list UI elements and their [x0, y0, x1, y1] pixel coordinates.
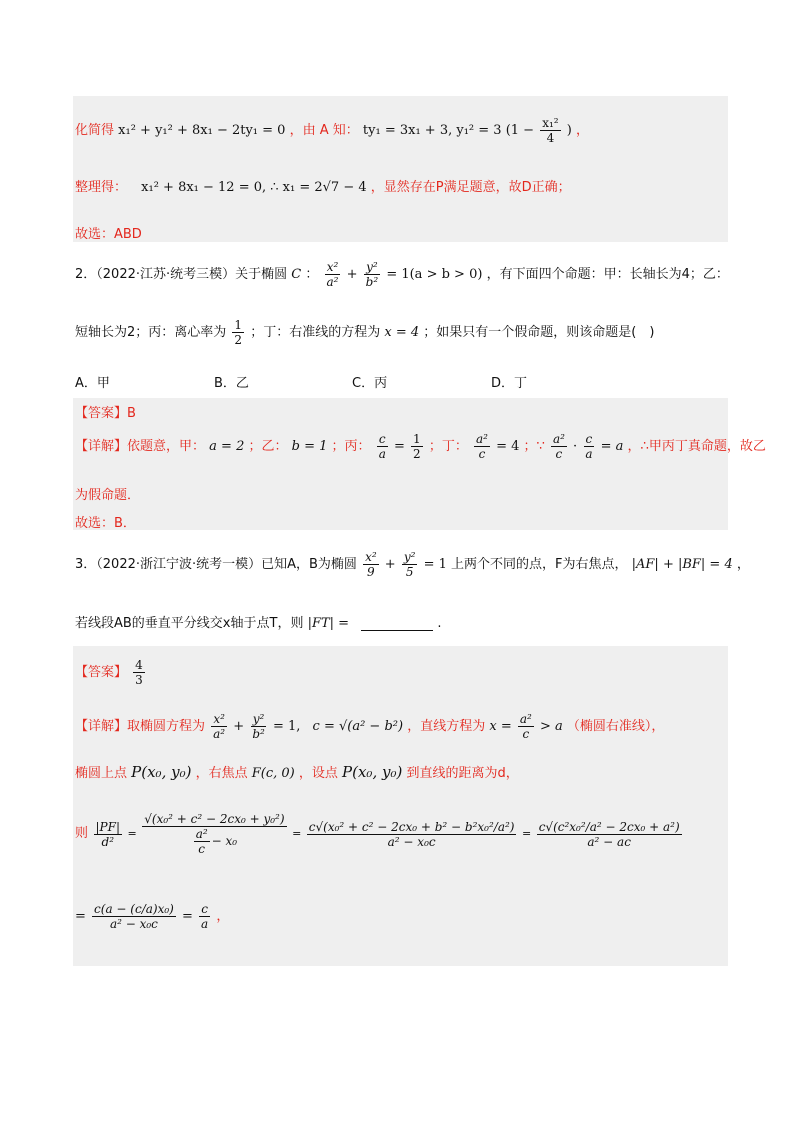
fraction: $\frac{c}{a}$: [201, 902, 209, 931]
fraction: $\frac{\text{y²}}{5}$: [403, 550, 416, 579]
fraction: $\frac{c}{a}$: [378, 432, 386, 461]
fraction: $\frac{\text{c√(x₀² + c² − 2cx₀ + b² − b²x₀²/a²)}}{\text{a² − x₀c}}$: [308, 819, 515, 849]
solution-2-line-1: 【详解】依题意，甲： a = 2 ；乙： b = 1 ；丙： $\frac{c}{a}$ = $\frac{1}{2}$ ；丁： $\frac{\text{a²}}{c}$ = 4 ；∵ $\frac{\text{a²}}{c}$ · $\frac{c}{a}$ = a ，∴甲丙丁真命题，故乙: [75, 432, 766, 461]
solution-1-line-2: 整理得： x₁² + 8x₁ − 12 = 0, ∴ x₁ = 2√7 − 4 ，显然存在P满足题意，故D正确；: [75, 180, 571, 195]
fraction: $\frac{\text{a²}}{c}$: [475, 432, 488, 461]
fraction: $\frac{4}{3}$: [135, 658, 143, 687]
fraction: $\frac{c}{a}$: [585, 432, 593, 461]
question-2-line-1: 2．（2022·江苏·统考三模）关于椭圆 C ： $\frac{\text{x²}}{\text{a²}}$ + $\frac{\text{y²}}{\text{b²}}$ = 1(a > b > 0) ，有下面四个命题：甲：长轴长为4；乙：: [75, 260, 729, 289]
fraction: $\frac{\text{c(a − (c/a)x₀)}}{\text{a² − x₀c}}$: [94, 902, 174, 931]
fraction: $\frac{\text{a²}}{c}$: [519, 712, 532, 741]
fraction: $\frac{\text{y²}}{\text{b²}}$: [365, 260, 379, 289]
solution-3-line-1: 【详解】取椭圆方程为 $\frac{\text{x²}}{\text{a²}}$ + $\frac{\text{y²}}{\text{b²}}$ = 1, c = √(a² − b²) ，直线方程为 x = $\frac{\text{a²}}{c}$ > a （椭圆右准线），: [75, 712, 665, 741]
solution-block-2: [73, 398, 766, 531]
answer-label: 【答案】B: [75, 406, 136, 421]
solution-3-line-4: = $\frac{\text{c(a − (c/a)x₀)}}{\text{a² − x₀c}}$ = $\frac{c}{a}$ ，: [75, 902, 230, 931]
fraction: $\frac{\text{c√(c²x₀²/a² − 2cx₀ + a²)}}{\text{a² − ac}}$: [538, 819, 680, 849]
solution-1-line-1: 化简得 x₁² + y₁² + 8x₁ − 2ty₁ = 0 ，由 A 知： ty₁ = 3x₁ + 3, y₁² = 3 (1 − $\frac{\text{x₁²}}{4}$ ) ，: [75, 116, 589, 145]
fraction: $\frac{1}{2}$: [234, 318, 243, 347]
option-a: A．甲: [75, 376, 110, 391]
fraction: $\frac{\text{x²}}{\text{a²}}$: [326, 260, 339, 289]
solution-block-1: [73, 96, 728, 242]
fraction: $\frac{|PF|}{\text{d²}}$: [95, 819, 121, 849]
solution-2-line-2: 为假命题．: [75, 488, 141, 503]
option-c: C．丙: [352, 376, 388, 391]
solution-3-line-3: 则 $\frac{|PF|}{\text{d²}}$ = √(x₀² + c² − 2cx₀ + y₀²) $\frac{\text{a²}}{c}$ − x₀ = $\frac{\text{c√(x₀² + c² − 2cx₀ + b² − b²x₀²/a²)}}{\text{a² − x₀c}}$ = $\frac{\text{c√(c²x₀²/a² − 2cx₀ + a²)}}{\text{a² − ac}}$: [75, 812, 680, 856]
fraction: $\frac{\text{x²}}{\text{a²}}$: [213, 712, 226, 741]
option-d: D．丁: [491, 376, 528, 391]
fraction: $\frac{\text{x²}}{9}$: [365, 550, 377, 579]
solution-2-line-3: 故选：B．: [75, 516, 136, 531]
fraction: $\frac{\text{a²}}{c}$: [552, 432, 565, 461]
solution-block-3: [73, 646, 728, 966]
question-3-line-1: 3．（2022·浙江宁波·统考一模）已知A，B为椭圆 $\frac{\text{x²}}{9}$ + $\frac{\text{y²}}{5}$ = 1 上两个不同的点，F为右焦点， |AF| + |BF| = 4 ，: [75, 550, 750, 579]
question-3-line-2: 若线段AB的垂直平分线交x轴于点T，则 |FT| = .: [75, 616, 442, 631]
solution-3-line-2: 椭圆上点 P(x₀, y₀) ，右焦点 F(c, 0) ，设点 P(x₀, y₀) 到直线的距离为d，: [75, 763, 519, 781]
fraction: $\frac{1}{2}$: [413, 432, 421, 461]
option-b: B．乙: [214, 376, 249, 391]
fraction: $\frac{\text{x₁²}}{4}$: [542, 116, 559, 145]
answer-blank: [361, 616, 433, 631]
solution-3-answer: 【答案】 $\frac{4}{3}$: [75, 658, 143, 687]
question-2-line-2: 短轴长为2；丙：离心率为 $\frac{1}{2}$ ；丁：右准线的方程为 x = 4 ；如果只有一个假命题，则该命题是( ): [75, 318, 655, 347]
solution-1-line-3: 故选：ABD: [75, 227, 142, 242]
fraction: √(x₀² + c² − 2cx₀ + y₀²) $\frac{\text{a²}}{c}$ − x₀: [144, 812, 285, 856]
fraction: $\frac{\text{y²}}{\text{b²}}$: [252, 712, 265, 741]
